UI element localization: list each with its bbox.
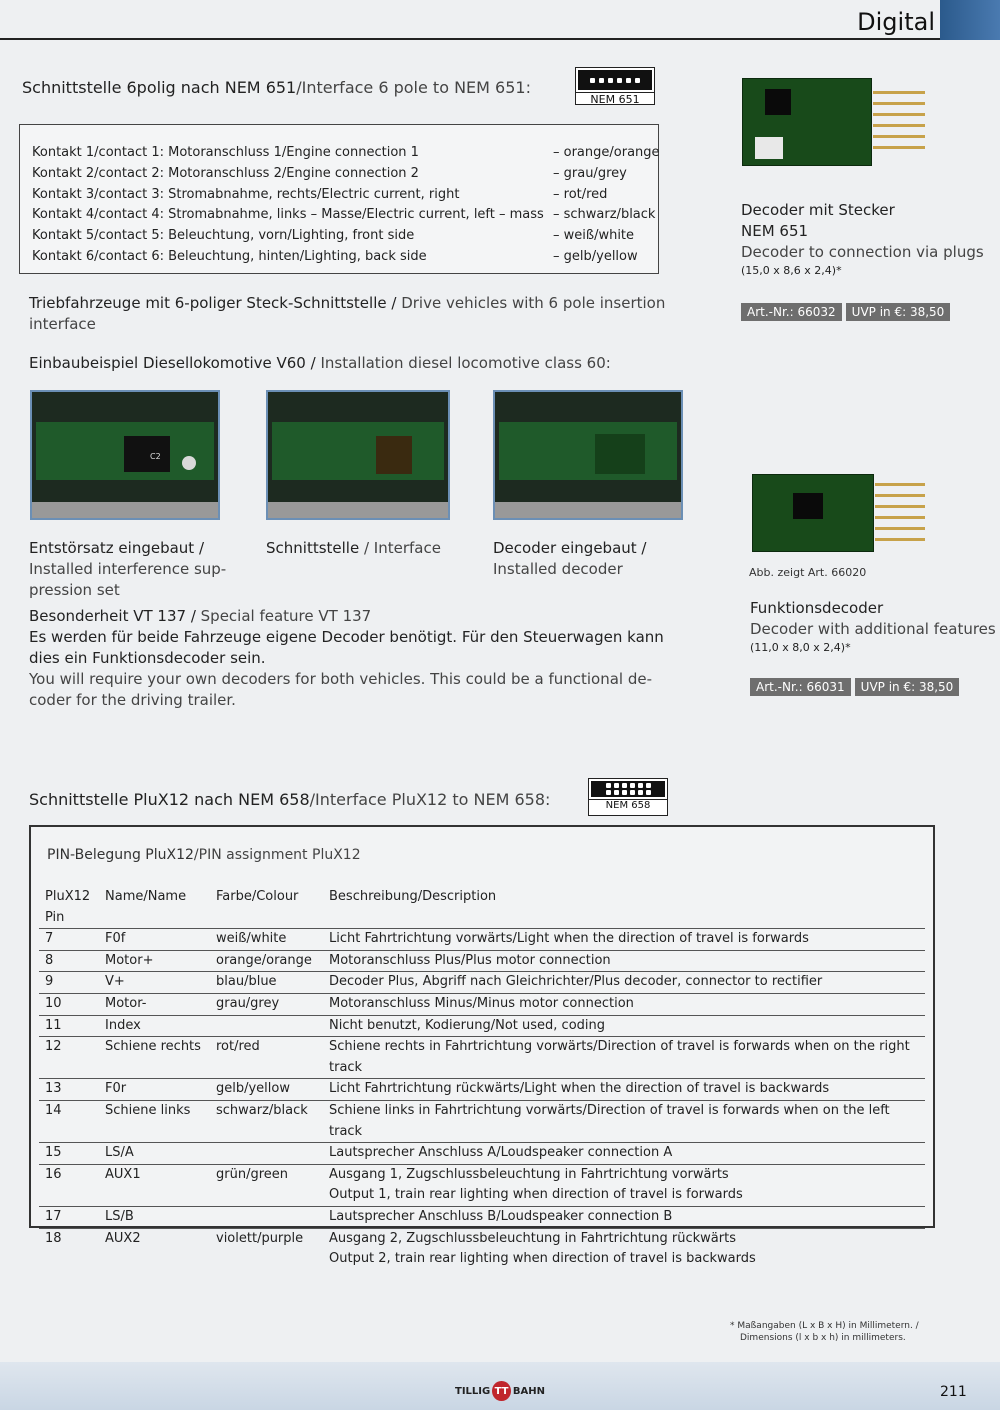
name-cell: F0f: [99, 929, 210, 951]
column-header: Farbe/Colour: [216, 889, 299, 904]
installation-heading-en: Installation diesel locomotive class 60:: [320, 354, 611, 372]
table-row: [39, 1206, 925, 1228]
drive-vehicles-text: [29, 293, 709, 335]
description-cell: [323, 1164, 925, 1206]
colour-cell: blau/blue: [210, 972, 323, 994]
description-cell: [323, 972, 925, 994]
colour-cell: schwarz/black: [210, 1100, 323, 1142]
description-cell: [323, 1143, 925, 1165]
table-row: [39, 950, 925, 972]
product-title-de2: NEM 651: [741, 222, 809, 240]
contact-label: Kontakt 2/contact 2: Motoranschluss 2/Engine connection 2: [32, 166, 419, 181]
description-line: Motoranschluss Plus/Plus motor connection: [329, 952, 611, 968]
table-row: [39, 972, 925, 994]
contact-label: Kontakt 3/contact 3: Stromabnahme, rechts/Electric current, right: [32, 187, 460, 202]
description-cell: [323, 950, 925, 972]
column-header: Name/Name: [105, 889, 187, 904]
table-row: [39, 1143, 925, 1165]
decoder-66032-image: [742, 78, 872, 166]
nem651-badge-label: NEM 651: [576, 92, 654, 106]
contact-label: Kontakt 1/contact 1: Motoranschluss 1/Engine connection 1: [32, 145, 419, 160]
name-cell: V+: [99, 972, 210, 994]
colour-cell: grau/grey: [210, 993, 323, 1015]
description-cell: [323, 993, 925, 1015]
plux-table-title: [47, 847, 361, 863]
caption-decoder: [493, 538, 693, 580]
decoder-66031-image: [752, 474, 874, 552]
name-cell: Motor-: [99, 993, 210, 1015]
description-cell: [323, 929, 925, 951]
plux-heading-en: /Interface PluX12 to NEM 658:: [309, 790, 551, 809]
colour-cell: grün/green: [210, 1164, 323, 1206]
caption-interface-de: Schnittstelle: [266, 539, 360, 557]
plux-table-title-de: PIN-Belegung PluX12: [47, 847, 194, 863]
special-feature: [29, 606, 679, 711]
description-cell: [323, 1037, 925, 1079]
description-line: Lautsprecher Anschluss A/Loudspeaker connection A: [329, 1145, 673, 1161]
product-66031: [750, 598, 1000, 656]
colour-cell: [210, 1206, 323, 1228]
name-cell: AUX2: [99, 1228, 210, 1270]
name-cell: Index: [99, 1015, 210, 1037]
description-line: Licht Fahrtrichtung rückwärts/Light when the direction of travel is backwards: [329, 1081, 830, 1097]
nem651-heading-en: /Interface 6 pole to NEM 651:: [296, 78, 531, 97]
table-header-row: [39, 887, 925, 929]
colour-cell: violett/purple: [210, 1228, 323, 1270]
uvp-badge: UVP in €: 38,50: [846, 303, 951, 321]
name-cell: F0r: [99, 1079, 210, 1101]
table-row: [39, 1079, 925, 1101]
logo-mark-icon: TT: [492, 1381, 511, 1401]
contact-label: Kontakt 6/contact 6: Beleuchtung, hinten/Lighting, back side: [32, 249, 427, 264]
special-body-de: Es werden für beide Fahrzeuge eigene Decoder benötigt. Für den Steuerwagen kann dies ein Funktionsdecoder sein.: [29, 628, 664, 667]
table-row: [39, 1037, 925, 1079]
chip-label: C2: [150, 452, 161, 461]
product-66032: [741, 200, 996, 279]
description-line: Ausgang 2, Zugschlussbeleuchtung in Fahrtrichtung rückwärts: [329, 1230, 736, 1246]
table-row: [39, 1100, 925, 1142]
description-line: Decoder Plus, Abgriff nach Gleichrichter/Plus decoder, connector to rectifier: [329, 974, 823, 990]
nem658-badge-label: NEM 658: [589, 799, 667, 811]
contact-color: – orange/orange: [553, 145, 660, 160]
product-title-en: Decoder with additional features: [750, 620, 996, 638]
tillig-logo: [455, 1380, 545, 1402]
pin-cell: 15: [39, 1143, 99, 1165]
name-cell: LS/A: [99, 1143, 210, 1165]
socket-icon: [376, 436, 412, 474]
product-66031-price: [750, 678, 959, 696]
installation-heading-de: Einbaubeispiel Diesellokomotive V60 /: [29, 354, 316, 372]
section-tab: [940, 0, 1000, 40]
product-dimensions: (11,0 x 8,0 x 2,4)*: [750, 641, 851, 654]
installation-heading: [29, 354, 611, 372]
caption-decoder-de: Decoder eingebaut /: [493, 539, 647, 557]
pin-cell: 10: [39, 993, 99, 1015]
product-title-de: Decoder mit Stecker: [741, 201, 895, 219]
product-title-en: Decoder to connection via plugs: [741, 243, 984, 261]
name-cell: Schiene rechts: [99, 1037, 210, 1079]
pin-cell: 12: [39, 1037, 99, 1079]
colour-cell: [210, 1015, 323, 1037]
description-line: Schiene links in Fahrtrichtung vorwärts/Direction of travel is forwards when on the left track: [329, 1102, 890, 1139]
pin-table-body: [39, 929, 925, 1270]
table-row: [39, 1164, 925, 1206]
footnote-line2: Dimensions (l x b x h) in millimeters.: [740, 1333, 906, 1343]
description-cell: [323, 1228, 925, 1270]
contact-label: Kontakt 4/contact 4: Stromabnahme, links – Masse/Electric current, left – mass: [32, 207, 544, 222]
description-line: Nicht benutzt, Kodierung/Not used, coding: [329, 1017, 606, 1033]
special-title-de: Besonderheit VT 137 /: [29, 607, 196, 625]
contact-color: – grau/grey: [553, 166, 627, 181]
art-nr-badge: Art.-Nr.: 66031: [750, 678, 851, 696]
column-header: PluX12 Pin: [45, 889, 91, 925]
contacts-box: [19, 124, 659, 274]
name-cell: Schiene links: [99, 1100, 210, 1142]
caption-interference-en: Installed interference sup- pression set: [29, 560, 227, 599]
description-cell: [323, 1100, 925, 1142]
pin-cell: 17: [39, 1206, 99, 1228]
contact-color: – schwarz/black: [553, 207, 656, 222]
contact-color: – rot/red: [553, 187, 608, 202]
plux-heading-de: Schnittstelle PluX12 nach NEM 658: [29, 790, 310, 809]
special-body-en: You will require your own decoders for both vehicles. This could be a functional de- coder for the driving trailer.: [29, 670, 653, 709]
drive-vehicles-en: Drive vehicles with 6 pole insertion interface: [29, 294, 666, 333]
pcb-chip-icon: [124, 436, 170, 472]
product-66032-price: [741, 303, 950, 321]
pin-cell: 13: [39, 1079, 99, 1101]
caption-interference-de: Entstörsatz eingebaut /: [29, 539, 205, 557]
colour-cell: orange/orange: [210, 950, 323, 972]
table-row: [39, 1228, 925, 1270]
nem658-badge: [588, 778, 668, 816]
photo-decoder-installed: [493, 390, 683, 520]
logo-left-text: TILLIG: [455, 1385, 491, 1397]
description-cell: [323, 1206, 925, 1228]
description-cell: [323, 1079, 925, 1101]
plux-table-box: [29, 825, 935, 1267]
description-line: Motoranschluss Minus/Minus motor connection: [329, 995, 634, 1011]
footnote-line1: * Maßangaben (L x B x H) in Millimetern. /: [730, 1321, 919, 1331]
nem651-badge: [575, 67, 655, 105]
art-nr-badge: Art.-Nr.: 66032: [741, 303, 842, 321]
contact-label: Kontakt 5/contact 5: Beleuchtung, vorn/Lighting, front side: [32, 228, 415, 243]
nem658-pins-icon: [591, 781, 665, 797]
colour-cell: rot/red: [210, 1037, 323, 1079]
photo-interference-set: [30, 390, 220, 520]
nem651-pins-icon: [578, 70, 652, 90]
description-line-2: Output 2, train rear lighting when direction of travel is backwards: [329, 1251, 756, 1267]
description-line-2: Output 1, train rear lighting when direction of travel is forwards: [329, 1187, 743, 1203]
section-title: Digital: [857, 8, 935, 36]
header-rule: [0, 38, 940, 40]
pin-cell: 7: [39, 929, 99, 951]
description-line: Licht Fahrtrichtung vorwärts/Light when the direction of travel is forwards: [329, 931, 809, 947]
description-line: Lautsprecher Anschluss B/Loudspeaker connection B: [329, 1208, 673, 1224]
contact-color: – gelb/yellow: [553, 249, 638, 264]
plux-table-title-en: /PIN assignment PluX12: [193, 847, 361, 863]
colour-cell: weiß/white: [210, 929, 323, 951]
product-title-de: Funktionsdecoder: [750, 599, 884, 617]
name-cell: LS/B: [99, 1206, 210, 1228]
pin-cell: 18: [39, 1228, 99, 1270]
product-dimensions: (15,0 x 8,6 x 2,4)*: [741, 264, 842, 277]
image-note: Abb. zeigt Art. 66020: [749, 566, 867, 579]
description-line: Ausgang 1, Zugschlussbeleuchtung in Fahrtrichtung vorwärts: [329, 1166, 729, 1182]
table-row: [39, 929, 925, 951]
photo-interface: [266, 390, 450, 520]
name-cell: AUX1: [99, 1164, 210, 1206]
page-number: 211: [940, 1384, 967, 1400]
colour-cell: [210, 1143, 323, 1165]
pin-table: [39, 887, 925, 1270]
nem651-heading: [22, 78, 531, 97]
drive-vehicles-de: Triebfahrzeuge mit 6-poliger Steck-Schnittstelle /: [29, 294, 397, 312]
name-cell: Motor+: [99, 950, 210, 972]
description-line: Schiene rechts in Fahrtrichtung vorwärts/Direction of travel is forwards when on the right track: [329, 1039, 910, 1075]
pin-cell: 8: [39, 950, 99, 972]
nem651-heading-de: Schnittstelle 6polig nach NEM 651: [22, 78, 297, 97]
caption-interface: [266, 538, 466, 559]
decoder-board-icon: [595, 434, 645, 474]
contact-color: – weiß/white: [553, 228, 635, 243]
special-title-en: Special feature VT 137: [200, 607, 372, 625]
logo-right-text: BAHN: [512, 1385, 545, 1397]
caption-interference: [29, 538, 239, 601]
footnote: [730, 1320, 990, 1344]
pin-cell: 11: [39, 1015, 99, 1037]
description-cell: [323, 1015, 925, 1037]
table-row: [39, 1015, 925, 1037]
caption-interface-en: / Interface: [363, 539, 441, 557]
colour-cell: gelb/yellow: [210, 1079, 323, 1101]
pin-cell: 9: [39, 972, 99, 994]
caption-decoder-en: Installed decoder: [493, 560, 623, 578]
pin-cell: 14: [39, 1100, 99, 1142]
table-row: [39, 993, 925, 1015]
pin-cell: 16: [39, 1164, 99, 1206]
plux-heading: [29, 790, 550, 809]
column-header: Beschreibung/Description: [329, 889, 497, 904]
uvp-badge: UVP in €: 38,50: [855, 678, 960, 696]
